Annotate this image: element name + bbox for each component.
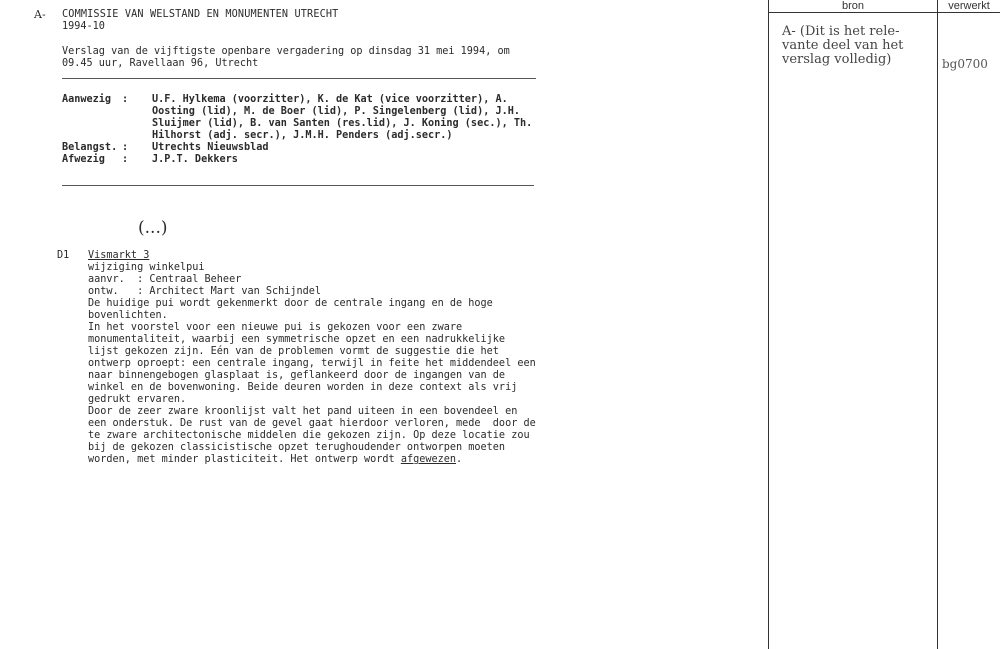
body-last-prefix: worden, met minder plasticiteit. Het ontwerp wordt	[88, 454, 401, 465]
interested-colon: :	[122, 142, 129, 153]
verdict-text: afgewezen	[400, 454, 457, 465]
omission-ellipsis: (...)	[138, 218, 168, 238]
present-colon: :	[122, 94, 129, 105]
bron-column-border	[768, 0, 769, 649]
document-title: COMMISSIE VAN WELSTAND EN MONUMENTEN UTRECHT	[62, 9, 339, 20]
body-line: te zware architectonische middelen die gekozen zijn. Op deze locatie zou	[88, 430, 530, 441]
body-line: De huidige pui wordt gekenmerkt door de centrale ingang en de hoge	[88, 298, 493, 309]
divider-top	[62, 78, 536, 79]
body-last-line	[88, 454, 462, 467]
item-title: Vismarkt 3	[88, 250, 150, 261]
body-line: een onderstuk. De rust van de gevel gaat hierdoor verloren, mede door de	[88, 418, 536, 429]
column-header-divider	[769, 12, 1000, 13]
present-line-3: Sluijmer (lid), B. van Santen (res.lid), J. Koning (sec.), Th.	[152, 118, 533, 129]
present-line-4: Hilhorst (adj. secr.), J.M.H. Penders (adj.secr.)	[152, 130, 453, 141]
body-line: gedrukt ervaren.	[88, 394, 187, 405]
body-line: naar binnengebogen glasplaat is, geflankeerd door de ingangen van de	[88, 370, 506, 381]
item-code: D1	[57, 250, 70, 261]
item-designer: ontw. : Architect Mart van Schijndel	[88, 286, 322, 297]
interested-value: Utrechts Nieuwsblad	[152, 142, 269, 153]
body-line: Door de zeer zware kroonlijst valt het pand uiteen in een bovendeel en	[88, 406, 518, 417]
report-line-2: 09.45 uur, Ravellaan 96, Utrecht	[62, 58, 259, 69]
body-line: bij de gekozen classicistische opzet terughoudender ontworpen moeten	[88, 442, 506, 453]
verwerkt-column-border	[937, 0, 938, 649]
body-line: winkel en de bovenwoning. Beide deuren worden in deze context als vrij	[88, 382, 518, 393]
body-line: monumentaliteit, waarbij een symmetrische opzet en een nadrukkelijke	[88, 334, 506, 345]
verwerkt-column-header: verwerkt	[948, 0, 990, 12]
body-line: lijst gekozen zijn. Eén van de problemen vormt de suggestie die het	[88, 346, 499, 357]
absent-label: Afwezig	[62, 154, 105, 165]
absent-colon: :	[122, 154, 129, 165]
absent-value: J.P.T. Dekkers	[152, 154, 238, 165]
report-line-1: Verslag van de vijftigste openbare vergadering op dinsdag 31 mei 1994, om	[62, 46, 510, 57]
body-line: In het voorstel voor een nieuwe pui is gekozen voor een zware	[88, 322, 463, 333]
body-line: ontwerp oproept: een centrale ingang, terwijl in feite het middendeel een	[88, 358, 536, 369]
bron-note: A- (Dit is het rele- vante deel van het verslag volledig)	[782, 24, 904, 67]
item-applicant: aanvr. : Centraal Beheer	[88, 274, 242, 285]
margin-mark: A-	[34, 8, 46, 21]
bron-column-header: bron	[841, 0, 865, 12]
divider-bottom	[62, 185, 534, 186]
interested-label: Belangst.	[62, 142, 118, 153]
body-last-suffix: .	[456, 454, 463, 465]
verwerkt-code: bg0700	[942, 57, 988, 71]
present-line-2: Oosting (lid), M. de Boer (lid), P. Singelenberg (lid), J.H.	[152, 106, 521, 117]
present-label: Aanwezig	[62, 94, 112, 105]
body-line: bovenlichten.	[88, 310, 168, 321]
present-line-1: U.F. Hylkema (voorzitter), K. de Kat (vice voorzitter), A.	[152, 94, 508, 105]
document-number: 1994-10	[62, 21, 105, 32]
item-subtitle: wijziging winkelpui	[88, 262, 205, 273]
